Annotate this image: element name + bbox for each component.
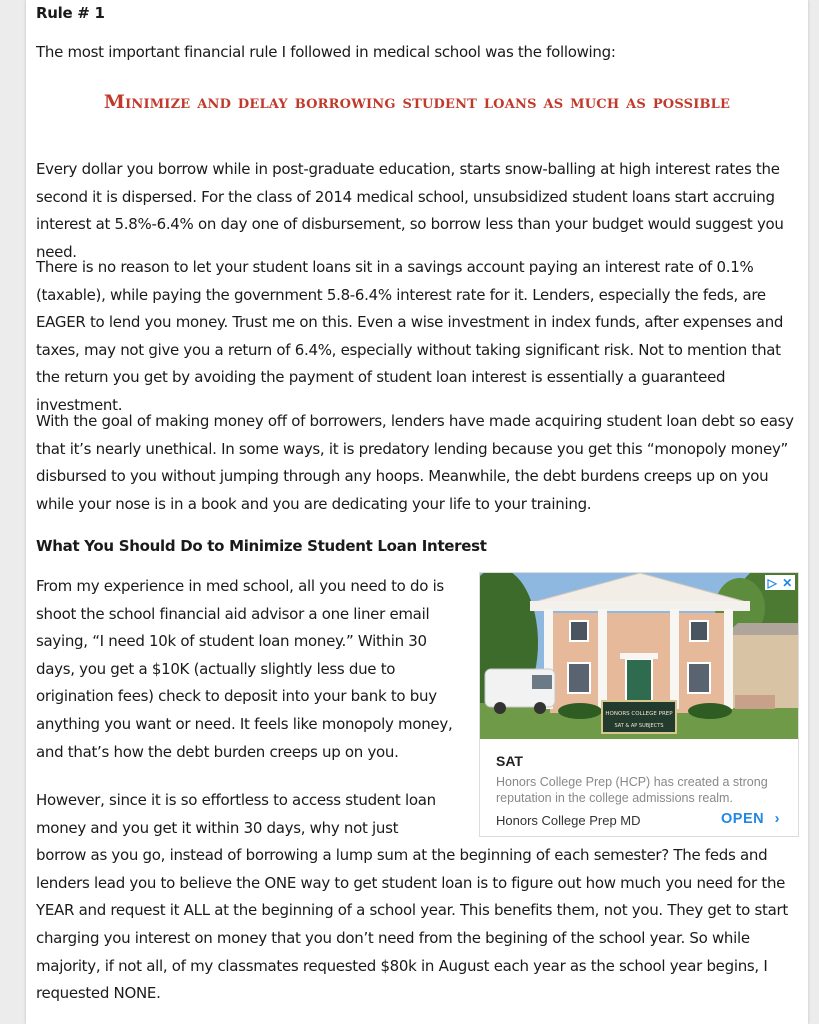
paragraph-2: There is no reason to let your student loans sit in a savings account paying an interest rate of 0.1% (taxable), while paying the government 5.8-6.4% interest rate for it. Lenders, especially the feds, are EAGER to lend you money. Trust me on this. Even a wise investment in index funds, after expenses and taxes, may not give you a return of 6.4%, especially without taking significant risk. Not to mention that the return you get by avoiding the payment of student loan interest is essentially a guaranteed investment.	[36, 258, 784, 414]
ad-badge	[765, 575, 795, 590]
article-headline: Minimize and delay borrowing student loans as much as possible	[103, 91, 731, 113]
ad-open-button[interactable]	[721, 811, 780, 827]
chevron-right-icon: ›	[774, 811, 780, 827]
section-subheading: What You Should Do to Minimize Student Loan Interest	[36, 537, 487, 555]
ad-title[interactable]: SAT	[496, 753, 523, 769]
ad-sign-line-2: SAT & AP SUBJECTS	[614, 723, 664, 729]
ad-image[interactable]	[480, 573, 798, 739]
adchoices-icon[interactable]: ▷	[767, 575, 777, 590]
ad-advertiser[interactable]: Honors College Prep MD	[496, 813, 641, 828]
ad-unit[interactable]	[479, 572, 799, 837]
ad-sign-line-1: HONORS COLLEGE PREP	[605, 711, 673, 717]
close-icon[interactable]: ✕	[782, 575, 793, 590]
intro-text: The most important financial rule I followed in medical school was the following:	[36, 43, 616, 61]
ad-description[interactable]: Honors College Prep (HCP) has created a strong reputation in the college admissions realm.	[496, 775, 768, 805]
paragraph-5: However, since it is so effortless to access student loan money and you get it within 30 days, why not just borrow as you go, instead of borrowing a lump sum at the beginning of each semester? The feds and lenders lead you to believe the ONE way to get student loan is to figure out how much you need for the YEAR and request it ALL at the beginning of a school year. This benefits them, not you. They get to start charging you interest on money that you don’t need from the begining of the school year. So while majority, if not all, of my classmates requested $80k in August each year as the school year begins, I requested NONE.	[36, 791, 788, 1003]
paragraph-3: With the goal of making money off of borrowers, lenders have made acquiring student loan debt so easy that it’s nearly unethical. In some ways, it is predatory lending because you get this “monopoly money” disbursed to you without jumping through any hoops. Meanwhile, the debt burdens creeps up on you while your nose is in a book and you are dedicating your life to your training.	[36, 412, 794, 513]
paragraph-1: Every dollar you borrow while in post-graduate education, starts snow-balling at high interest rates the second it is dispersed. For the class of 2014 medical school, unsubsidized student loans start accruing interest at 5.8%-6.4% on day one of disbursement, so borrow less than your budget would suggest you need.	[36, 160, 784, 261]
ad-open-label: OPEN	[721, 811, 765, 827]
rule-heading: Rule # 1	[36, 4, 105, 22]
article-page	[26, 0, 808, 1024]
paragraph-4: From my experience in med school, all you need to do is shoot the school financial aid advisor a one liner email saying, “I need 10k of student loan money.” Within 30 days, you get a $10K (actually slightly less due to origination fees) check to deposit into your bank to buy anything you want or need. It feels like monopoly money, and that’s how the debt burden creeps up on you.	[36, 577, 453, 761]
